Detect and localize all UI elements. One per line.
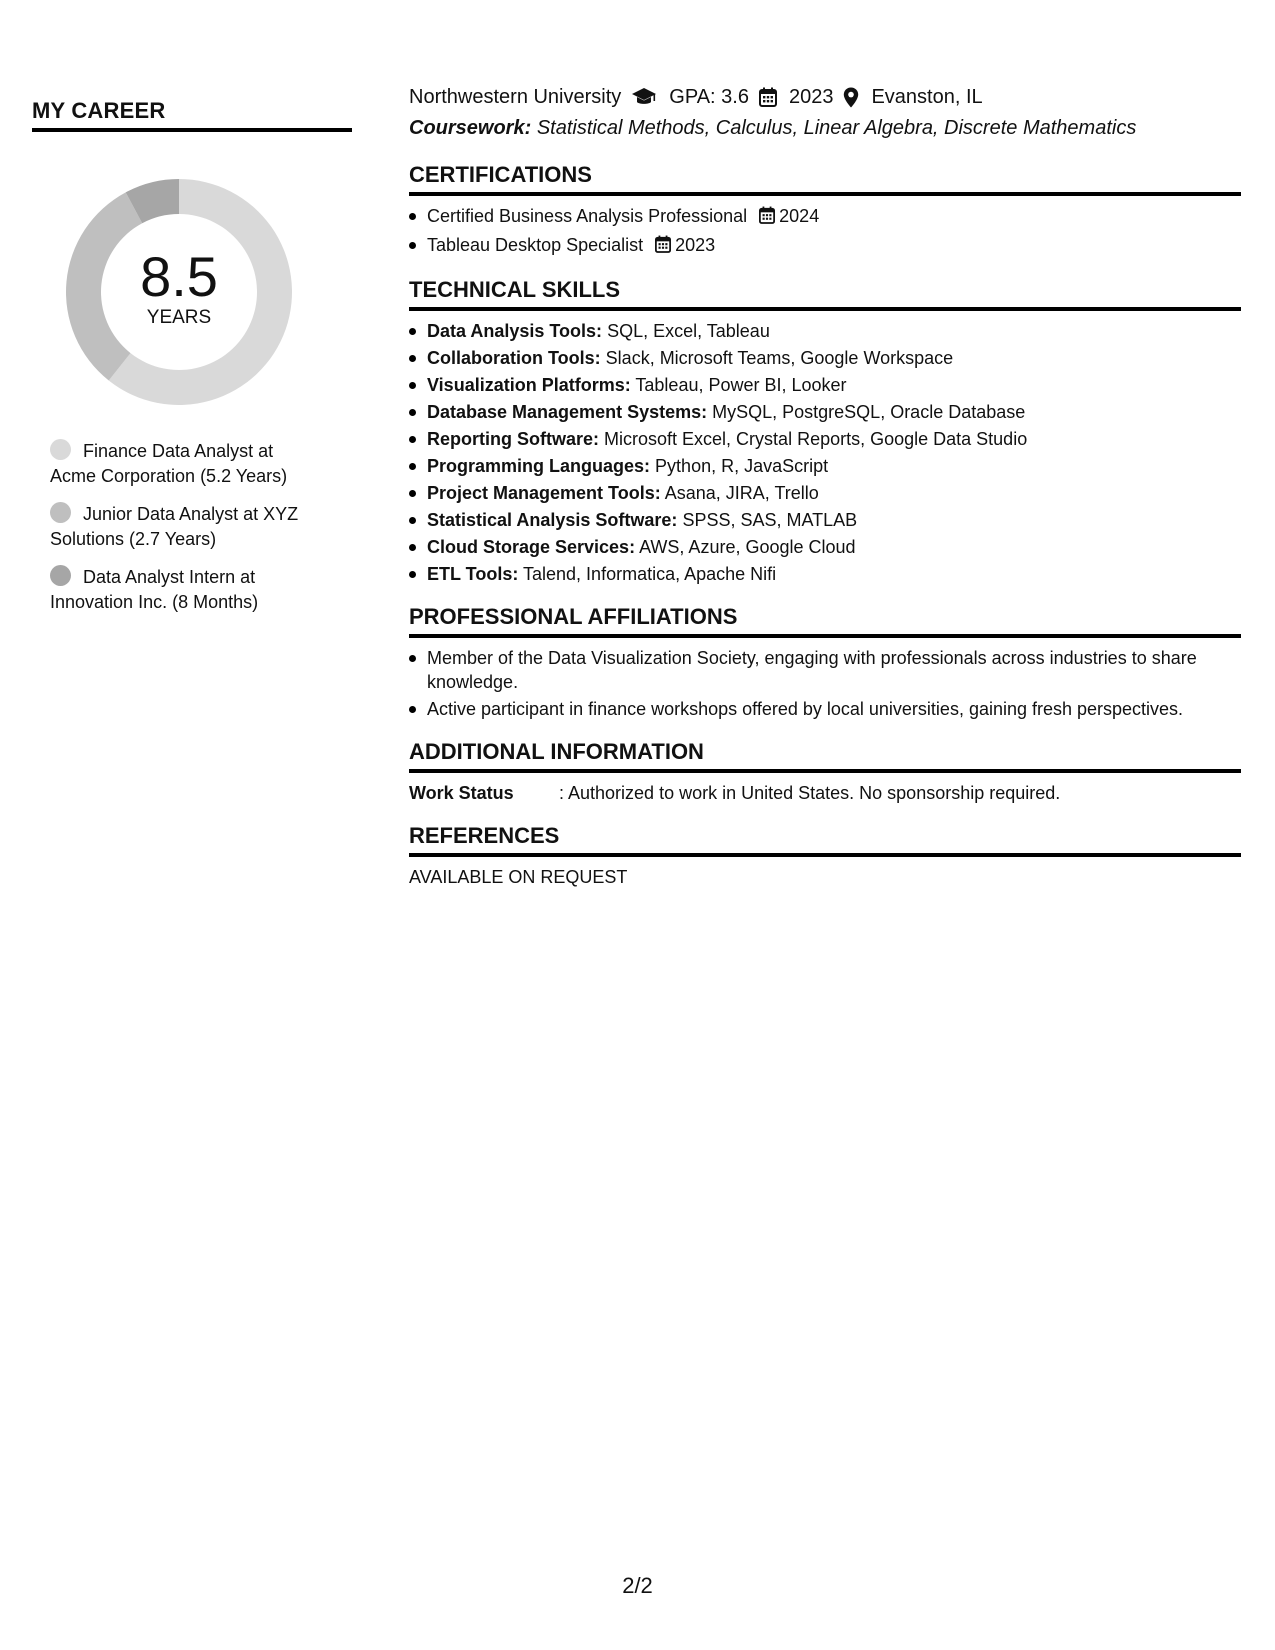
certifications-section [409, 162, 1241, 259]
list-item [409, 204, 1241, 230]
skill-category: Database Management Systems: [427, 402, 708, 422]
career-donut-chart [66, 179, 292, 405]
skill-category: Project Management Tools: [427, 483, 661, 503]
coursework-label: Coursework: [409, 117, 532, 139]
map-pin-icon [843, 87, 859, 108]
references-title: REFERENCES [409, 823, 1241, 857]
list-item: Member of the Data Visualization Society, engaging with professionals across industries to share knowledge. [409, 646, 1241, 694]
list-item [409, 562, 1241, 586]
skill-category: Programming Languages: [427, 456, 651, 476]
legend-dot-icon [50, 565, 71, 586]
skill-values: Slack, Microsoft Teams, Google Workspace [605, 348, 954, 368]
certification-name: Tableau Desktop Specialist [427, 235, 644, 255]
coursework-list: Statistical Methods, Calculus, Linear Algebra, Discrete Mathematics [536, 117, 1137, 139]
skill-values: SPSS, SAS, MATLAB [682, 510, 858, 530]
skill-values: Tableau, Power BI, Looker [635, 375, 847, 395]
skill-values: MySQL, PostgreSQL, Oracle Database [712, 402, 1026, 422]
skill-category: Reporting Software: [427, 429, 600, 449]
education-gpa: GPA: 3.6 [669, 86, 749, 108]
skill-category: Visualization Platforms: [427, 375, 631, 395]
career-legend [50, 439, 320, 615]
legend-label: Junior Data Analyst at XYZ Solutions (2.7 Years) [50, 504, 299, 549]
legend-label: Finance Data Analyst at Acme Corporation (5.2 Years) [50, 441, 288, 486]
list-item [409, 535, 1241, 559]
references-text: AVAILABLE ON REQUEST [409, 867, 628, 887]
skill-values: Python, R, JavaScript [655, 456, 829, 476]
certifications-title: CERTIFICATIONS [409, 162, 1241, 196]
legend-dot-icon [50, 502, 71, 523]
skills-title: TECHNICAL SKILLS [409, 277, 1241, 311]
list-item [409, 454, 1241, 478]
education-location: Evanston, IL [871, 86, 983, 108]
list-item [409, 481, 1241, 505]
calendar-icon [655, 235, 671, 259]
career-title: MY CAREER [32, 98, 352, 132]
calendar-icon [759, 87, 777, 107]
certifications-list [409, 204, 1241, 259]
skill-category: Cloud Storage Services: [427, 537, 636, 557]
references-section [409, 823, 1241, 889]
graduation-cap-icon [631, 87, 657, 107]
legend-label: Data Analyst Intern at Innovation Inc. (8 Months) [50, 567, 259, 612]
career-sidebar [32, 98, 352, 628]
list-item: Active participant in finance workshops offered by local universities, gaining fresh perspectives. [409, 697, 1241, 721]
skill-category: Collaboration Tools: [427, 348, 601, 368]
legend-item [50, 565, 320, 615]
resume-main [409, 83, 1241, 889]
skill-values: AWS, Azure, Google Cloud [639, 537, 856, 557]
certification-year: 2024 [779, 206, 820, 226]
education-coursework [409, 114, 1241, 142]
affiliations-list [409, 646, 1241, 721]
skills-list [409, 319, 1241, 586]
skill-values: Talend, Informatica, Apache Nifi [523, 564, 777, 584]
skill-category: ETL Tools: [427, 564, 519, 584]
skill-values: SQL, Excel, Tableau [607, 321, 770, 341]
education-line [409, 83, 1241, 111]
skills-section [409, 277, 1241, 586]
list-item [409, 233, 1241, 259]
work-status-row [409, 781, 1241, 805]
skill-category: Data Analysis Tools: [427, 321, 603, 341]
additional-title: ADDITIONAL INFORMATION [409, 739, 1241, 773]
list-item [409, 427, 1241, 451]
list-item [409, 373, 1241, 397]
legend-item [50, 439, 320, 489]
work-status-value: : Authorized to work in United States. No sponsorship required. [559, 783, 1061, 803]
calendar-icon [759, 206, 775, 230]
legend-item [50, 502, 320, 552]
education-school: Northwestern University [409, 86, 622, 108]
additional-section [409, 739, 1241, 805]
skill-values: Asana, JIRA, Trello [664, 483, 819, 503]
legend-dot-icon [50, 439, 71, 460]
donut-center [66, 179, 292, 405]
career-total-unit: YEARS [146, 307, 212, 328]
list-item [409, 508, 1241, 532]
list-item [409, 346, 1241, 370]
certification-year: 2023 [675, 235, 716, 255]
career-total-value: 8.5 [140, 245, 218, 308]
education-year: 2023 [788, 86, 834, 108]
work-status-label: Work Status [409, 783, 514, 803]
skill-values: Microsoft Excel, Crystal Reports, Google Data Studio [604, 429, 1028, 449]
affiliations-title: PROFESSIONAL AFFILIATIONS [409, 604, 1241, 638]
skill-category: Statistical Analysis Software: [427, 510, 678, 530]
list-item [409, 319, 1241, 343]
list-item [409, 400, 1241, 424]
page-number: 2/2 [622, 1573, 653, 1598]
affiliations-section [409, 604, 1241, 721]
certification-name: Certified Business Analysis Professional [427, 206, 748, 226]
